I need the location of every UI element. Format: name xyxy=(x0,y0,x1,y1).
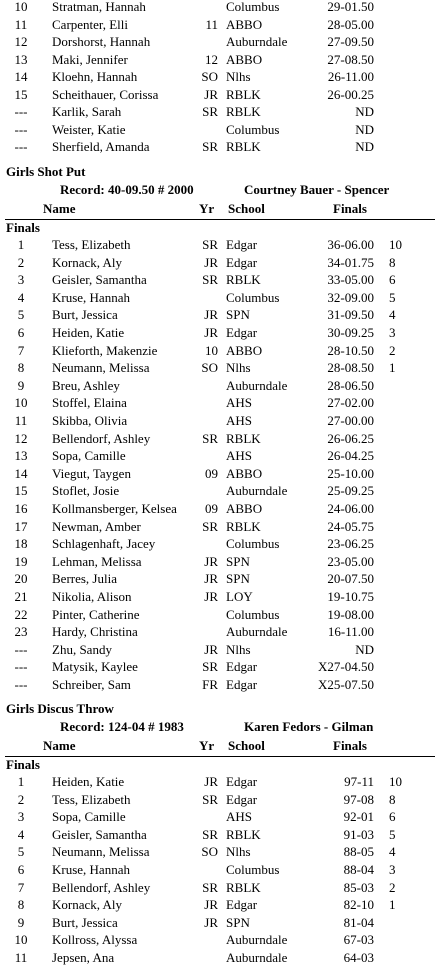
table-row xyxy=(0,914,439,931)
school: RBLK xyxy=(226,272,261,288)
school: LOY xyxy=(226,589,253,604)
athlete-name: Heiden, Katie xyxy=(52,774,125,789)
mark: X25-07.50 xyxy=(318,677,374,692)
year: SR xyxy=(202,237,218,252)
place: 14 xyxy=(14,69,28,84)
school: Columbus xyxy=(226,121,280,137)
place: --- xyxy=(14,641,28,657)
place: 21 xyxy=(14,589,28,604)
school: Nlhs xyxy=(226,641,251,657)
athlete-name: Jepsen, Ana xyxy=(52,950,115,965)
place: 11 xyxy=(14,16,28,32)
record-holder: Karen Fedors - Gilman xyxy=(244,719,374,734)
place: 14 xyxy=(14,465,28,481)
place: 7 xyxy=(17,879,25,895)
points: 2 xyxy=(389,879,396,895)
school: Edgar xyxy=(226,791,258,807)
year: JR xyxy=(204,325,218,340)
year: JR xyxy=(204,914,218,930)
column-header-yr: Yr xyxy=(199,738,215,753)
place: --- xyxy=(14,121,28,137)
athlete-name: Schreiber, Sam xyxy=(52,677,131,692)
table-row xyxy=(0,949,439,966)
athlete-name: Breu, Ashley xyxy=(52,377,120,393)
points: 6 xyxy=(389,809,396,825)
points: 5 xyxy=(389,289,396,305)
mark: 26-00.25 xyxy=(327,86,374,102)
place: 11 xyxy=(14,950,28,965)
place: 17 xyxy=(14,518,28,534)
school: AHS xyxy=(226,809,253,825)
athlete-name: Dorshorst, Hannah xyxy=(52,34,151,49)
athlete-name: Tess, Elizabeth xyxy=(52,237,131,252)
school: ABBO xyxy=(226,16,263,32)
mark: X27-04.50 xyxy=(318,659,374,675)
school: Edgar xyxy=(226,254,258,270)
column-header-school: School xyxy=(228,201,265,216)
table-row xyxy=(0,482,439,499)
athlete-name: Geisler, Samantha xyxy=(52,826,147,842)
athlete-name: Weister, Katie xyxy=(52,121,126,137)
athlete-name: Neumann, Melissa xyxy=(52,844,150,860)
athlete-name: Viegut, Taygen xyxy=(52,465,131,481)
place: --- xyxy=(14,104,28,119)
place: 15 xyxy=(14,86,28,102)
points: 1 xyxy=(389,360,396,376)
year: SO xyxy=(201,360,218,376)
mark: 20-07.50 xyxy=(327,571,374,587)
year: JR xyxy=(204,307,218,323)
athlete-name: Kloehn, Hannah xyxy=(52,69,138,84)
mark: 24-05.75 xyxy=(327,518,374,534)
mark: 28-08.50 xyxy=(327,360,374,376)
table-row xyxy=(0,33,439,50)
school: Edgar xyxy=(226,774,258,789)
table-row xyxy=(0,51,439,68)
year: JR xyxy=(204,641,218,657)
school: Columbus xyxy=(226,536,280,552)
school: Nlhs xyxy=(226,360,251,376)
event-title: Girls Discus Throw xyxy=(6,701,114,716)
athlete-name: Bellendorf, Ashley xyxy=(52,430,151,446)
mark: 30-09.25 xyxy=(327,325,374,340)
year: SR xyxy=(202,826,218,842)
mark: ND xyxy=(355,139,374,154)
year: JR xyxy=(204,553,218,569)
place: 19 xyxy=(14,553,28,569)
athlete-name: Kornack, Aly xyxy=(52,254,123,270)
mark: 27-00.00 xyxy=(327,413,374,428)
school: SPN xyxy=(226,307,250,323)
table-row xyxy=(0,86,439,103)
table-row xyxy=(0,826,439,843)
place: 12 xyxy=(14,430,28,446)
year: JR xyxy=(204,86,218,102)
year: SR xyxy=(202,791,218,807)
table-row xyxy=(0,306,439,323)
mark: 16-11.00 xyxy=(327,624,374,640)
athlete-name: Kollross, Alyssa xyxy=(52,932,138,948)
table-row xyxy=(0,773,439,790)
header-rule xyxy=(5,756,435,757)
table-row xyxy=(0,588,439,605)
points: 4 xyxy=(389,307,396,323)
place: 10 xyxy=(14,0,28,14)
athlete-name: Matysik, Kaylee xyxy=(52,659,138,675)
place: 1 xyxy=(17,237,25,252)
table-row xyxy=(0,324,439,341)
athlete-name: Heiden, Katie xyxy=(52,325,125,340)
year: SR xyxy=(202,139,218,154)
mark: 25-09.25 xyxy=(327,483,374,499)
place: 3 xyxy=(17,272,25,288)
table-row xyxy=(0,0,439,15)
year: SR xyxy=(202,879,218,895)
place: 6 xyxy=(17,862,25,877)
athlete-name: Scheithauer, Corissa xyxy=(52,86,159,102)
school: AHS xyxy=(226,448,253,464)
points: 4 xyxy=(389,844,396,860)
points: 3 xyxy=(389,325,396,340)
athlete-name: Maki, Jennifer xyxy=(52,51,128,67)
school: Auburndale xyxy=(226,932,288,948)
table-row xyxy=(0,138,439,155)
school: Auburndale xyxy=(226,624,288,640)
points: 5 xyxy=(389,826,396,842)
mark: 28-06.50 xyxy=(327,377,374,393)
mark: 26-04.25 xyxy=(327,448,374,464)
mark: 64-03 xyxy=(343,950,374,965)
place: 6 xyxy=(17,325,25,340)
table-row xyxy=(0,623,439,640)
year: 12 xyxy=(205,51,218,67)
school: AHS xyxy=(226,395,253,411)
table-row xyxy=(0,518,439,535)
mark: ND xyxy=(355,641,374,657)
year: JR xyxy=(204,897,218,913)
event-record: Record: 124-04 # 1983 xyxy=(60,719,184,734)
school: RBLK xyxy=(226,104,261,119)
place: 12 xyxy=(14,34,28,49)
year: JR xyxy=(204,774,218,789)
mark: 36-06.00 xyxy=(327,237,374,252)
mark: 28-05.00 xyxy=(327,16,374,32)
place: 7 xyxy=(17,342,25,358)
athlete-name: Kollmansberger, Kelsea xyxy=(52,501,177,516)
year: SR xyxy=(202,518,218,534)
athlete-name: Schlagenhaft, Jacey xyxy=(52,536,156,552)
mark: 97-11 xyxy=(344,774,374,789)
place: 2 xyxy=(17,254,25,270)
athlete-name: Carpenter, Elli xyxy=(52,16,129,32)
place: 23 xyxy=(14,624,28,640)
year: FR xyxy=(202,677,218,692)
table-row xyxy=(0,16,439,33)
mark: 26-06.25 xyxy=(327,430,374,446)
athlete-name: Hardy, Christina xyxy=(52,624,138,640)
table-row xyxy=(0,641,439,658)
school: Nlhs xyxy=(226,69,251,84)
school: RBLK xyxy=(226,430,261,446)
place: 18 xyxy=(14,536,28,552)
school: Auburndale xyxy=(226,34,288,49)
table-row xyxy=(0,342,439,359)
mark: 92-01 xyxy=(343,809,374,825)
place: --- xyxy=(14,659,28,675)
place: 9 xyxy=(17,377,25,393)
athlete-name: Lehman, Melissa xyxy=(52,553,142,569)
place: 22 xyxy=(14,606,28,622)
year: SR xyxy=(202,104,218,119)
points: 6 xyxy=(389,272,396,288)
record-holder: Courtney Bauer - Spencer xyxy=(244,182,390,197)
mark: 24-06.00 xyxy=(327,501,374,516)
place: 15 xyxy=(14,483,28,499)
header-rule xyxy=(5,219,435,220)
school: Nlhs xyxy=(226,844,251,860)
school: Edgar xyxy=(226,325,258,340)
athlete-name: Neumann, Melissa xyxy=(52,360,150,376)
mark: 85-03 xyxy=(343,879,374,895)
table-row xyxy=(0,394,439,411)
place: 20 xyxy=(14,571,28,587)
school: SPN xyxy=(226,553,250,569)
place: 1 xyxy=(17,774,25,789)
points: 10 xyxy=(389,237,402,252)
athlete-name: Skibba, Olivia xyxy=(52,413,128,428)
table-row xyxy=(0,271,439,288)
round-label: Finals xyxy=(6,220,40,235)
table-row xyxy=(0,570,439,587)
table-row xyxy=(0,861,439,878)
athlete-name: Stoffel, Elaina xyxy=(52,395,127,411)
event-title: Girls Shot Put xyxy=(6,164,86,179)
place: 8 xyxy=(17,897,25,913)
mark: 82-10 xyxy=(343,897,374,913)
year: JR xyxy=(204,571,218,587)
table-row xyxy=(0,606,439,623)
school: ABBO xyxy=(226,51,263,67)
year: SR xyxy=(202,430,218,446)
school: RBLK xyxy=(226,139,261,154)
table-row xyxy=(0,103,439,120)
athlete-name: Sherfield, Amanda xyxy=(52,139,150,154)
place: 5 xyxy=(17,307,25,323)
athlete-name: Tess, Elizabeth xyxy=(52,791,131,807)
school: RBLK xyxy=(226,86,261,102)
table-row xyxy=(0,500,439,517)
table-row xyxy=(0,377,439,394)
mark: 26-11.00 xyxy=(327,69,374,84)
column-header-name: Name xyxy=(43,201,76,216)
mark: 32-09.00 xyxy=(327,289,374,305)
place: 10 xyxy=(14,395,28,411)
mark: 88-04 xyxy=(343,862,374,877)
athlete-name: Sopa, Camille xyxy=(52,809,126,825)
place: 3 xyxy=(17,809,25,825)
mark: 19-10.75 xyxy=(327,589,374,604)
school: AHS xyxy=(226,413,253,428)
school: Columbus xyxy=(226,289,280,305)
points: 10 xyxy=(389,774,402,789)
points: 8 xyxy=(389,791,396,807)
athlete-name: Bellendorf, Ashley xyxy=(52,879,151,895)
mark: ND xyxy=(355,104,374,119)
column-header-yr: Yr xyxy=(199,201,215,216)
athlete-name: Nikolia, Alison xyxy=(52,589,132,604)
school: RBLK xyxy=(226,879,261,895)
mark: 23-05.00 xyxy=(327,553,374,569)
table-row xyxy=(0,879,439,896)
school: Edgar xyxy=(226,677,258,692)
column-header-school: School xyxy=(228,738,265,753)
place: 2 xyxy=(17,791,25,807)
table-row xyxy=(0,791,439,808)
round-label: Finals xyxy=(6,757,40,772)
table-row xyxy=(0,843,439,860)
athlete-name: Burt, Jessica xyxy=(52,307,118,323)
school: Edgar xyxy=(226,897,258,913)
athlete-name: Kruse, Hannah xyxy=(52,862,130,877)
table-row xyxy=(0,896,439,913)
place: 4 xyxy=(17,826,25,842)
mark: 19-08.00 xyxy=(327,606,374,622)
school: SPN xyxy=(226,571,250,587)
place: 11 xyxy=(14,413,28,428)
athlete-name: Berres, Julia xyxy=(52,571,117,587)
year: 09 xyxy=(205,501,218,516)
table-row xyxy=(0,931,439,948)
year: JR xyxy=(204,589,218,604)
column-header-name: Name xyxy=(43,738,76,753)
school: SPN xyxy=(226,914,250,930)
table-row xyxy=(0,465,439,482)
athlete-name: Geisler, Samantha xyxy=(52,272,147,288)
table-row xyxy=(0,359,439,376)
column-header-finals: Finals xyxy=(333,201,367,216)
table-row xyxy=(0,68,439,85)
athlete-name: Stratman, Hannah xyxy=(52,0,146,14)
table-row xyxy=(0,236,439,253)
school: ABBO xyxy=(226,342,263,358)
table-row xyxy=(0,553,439,570)
mark: 27-08.50 xyxy=(327,51,374,67)
mark: 33-05.00 xyxy=(327,272,374,288)
athlete-name: Karlik, Sarah xyxy=(52,104,122,119)
points: 3 xyxy=(389,862,396,877)
mark: 81-04 xyxy=(343,914,374,930)
place: 13 xyxy=(14,51,28,67)
mark: 88-05 xyxy=(343,844,374,860)
athlete-name: Stoflet, Josie xyxy=(52,483,120,499)
school: Auburndale xyxy=(226,377,288,393)
year: 09 xyxy=(205,465,218,481)
points: 8 xyxy=(389,254,396,270)
place: 13 xyxy=(14,448,28,464)
mark: 29-01.50 xyxy=(327,0,374,14)
table-row xyxy=(0,430,439,447)
athlete-name: Burt, Jessica xyxy=(52,914,118,930)
mark: 31-09.50 xyxy=(327,307,374,323)
athlete-name: Zhu, Sandy xyxy=(52,641,112,657)
column-header-finals: Finals xyxy=(333,738,367,753)
school: RBLK xyxy=(226,826,261,842)
school: RBLK xyxy=(226,518,261,534)
athlete-name: Sopa, Camille xyxy=(52,448,126,464)
place: --- xyxy=(14,677,28,692)
table-row xyxy=(0,447,439,464)
mark: 27-09.50 xyxy=(327,34,374,49)
place: 10 xyxy=(14,932,28,948)
place: 9 xyxy=(17,914,25,930)
place: --- xyxy=(14,139,28,154)
school: ABBO xyxy=(226,465,263,481)
place: 5 xyxy=(17,844,25,860)
mark: 67-03 xyxy=(343,932,374,948)
year: SO xyxy=(201,69,218,84)
school: ABBO xyxy=(226,501,263,516)
table-row xyxy=(0,535,439,552)
mark: 97-08 xyxy=(343,791,374,807)
event-record: Record: 40-09.50 # 2000 xyxy=(60,182,194,197)
table-row xyxy=(0,289,439,306)
mark: 25-10.00 xyxy=(327,465,374,481)
athlete-name: Kruse, Hannah xyxy=(52,289,130,305)
table-row xyxy=(0,658,439,675)
mark: 34-01.75 xyxy=(327,254,374,270)
athlete-name: Newman, Amber xyxy=(52,518,141,534)
mark: 91-03 xyxy=(343,826,374,842)
place: 16 xyxy=(14,501,28,516)
points: 2 xyxy=(389,342,396,358)
year: SR xyxy=(202,272,218,288)
mark: 23-06.25 xyxy=(327,536,374,552)
school: Columbus xyxy=(226,606,280,622)
athlete-name: Klieforth, Makenzie xyxy=(52,342,158,358)
year: 11 xyxy=(205,16,218,32)
school: Edgar xyxy=(226,659,258,675)
table-row xyxy=(0,412,439,429)
school: Auburndale xyxy=(226,950,288,965)
table-row xyxy=(0,121,439,138)
year: SR xyxy=(202,659,218,675)
year: JR xyxy=(204,254,218,270)
place: 4 xyxy=(17,289,25,305)
athlete-name: Pinter, Catherine xyxy=(52,606,140,622)
athlete-name: Kornack, Aly xyxy=(52,897,123,913)
school: Edgar xyxy=(226,237,258,252)
table-row xyxy=(0,676,439,693)
table-row xyxy=(0,808,439,825)
school: Auburndale xyxy=(226,483,288,499)
table-row xyxy=(0,254,439,271)
year: SO xyxy=(201,844,218,860)
mark: ND xyxy=(355,121,374,137)
points: 1 xyxy=(389,897,396,913)
school: Columbus xyxy=(226,0,280,14)
mark: 28-10.50 xyxy=(327,342,374,358)
place: 8 xyxy=(17,360,25,376)
mark: 27-02.00 xyxy=(327,395,374,411)
year: 10 xyxy=(205,342,218,358)
school: Columbus xyxy=(226,862,280,877)
